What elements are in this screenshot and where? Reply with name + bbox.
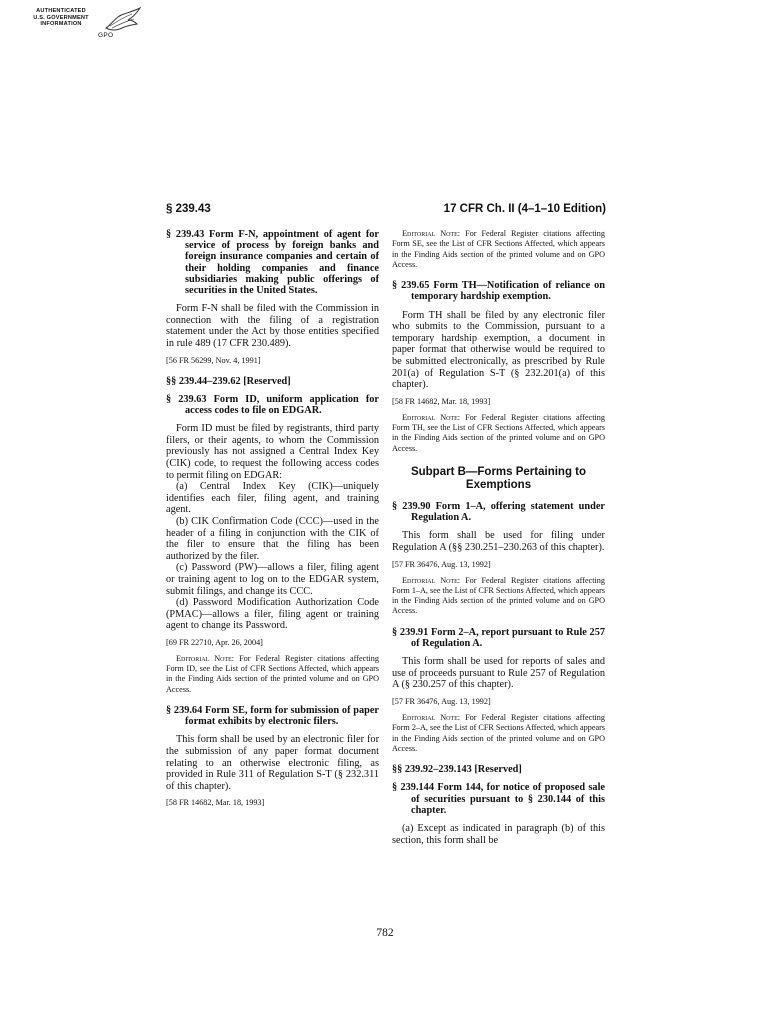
paragraph-c: (c) Password (PW)—allows a filer, filing agent or training agent to log on to the EDGAR system, submit filings, and change its CCC. — [166, 562, 379, 597]
paragraph-a: (a) Central Index Key (CIK)—uniquely identifies each filer, filing agent, and training agent. — [166, 481, 379, 516]
paragraph-d: (d) Password Modification Authorization Code (PMAC)—allows a filer, filing agent or training agent to change its Password. — [166, 597, 379, 632]
section-heading: § 239.144 Form 144, for notice of proposed sale of securities pursuant to § 230.144 of this chapter. — [392, 782, 605, 816]
citation: [56 FR 56299, Nov. 4, 1991] — [166, 355, 261, 365]
section-heading: § 239.63 Form ID, uniform application for access codes to file on EDGAR. — [166, 393, 379, 416]
section-heading: § 239.64 Form SE, form for submission of paper format exhibits by electronic filers. — [166, 705, 379, 728]
logo-text — [28, 8, 94, 28]
section-body: Form F-N shall be filed with the Commission in connection with the filing of a registration statement under the Act by those entities specified in rule 489 (17 CFR 230.489). — [166, 303, 379, 349]
citation: [58 FR 14682, Mar. 18, 1993] — [392, 396, 491, 406]
subpart-heading: Subpart B—Forms Pertaining to Exemptions — [410, 465, 587, 492]
citation: [58 FR 14682, Mar. 18, 1993] — [166, 798, 265, 808]
logo-gpo: GPO — [98, 32, 114, 39]
section-body: (a) Except as indicated in paragraph (b) of this section, this form shall be — [392, 822, 605, 846]
note-label: Editorial Note: — [402, 575, 461, 585]
note-text: For Federal Register citations affecting Form ID, see the List of CFR Sections Affected, which appears in the Finding Aids section of the printed volume and on GPO Access. — [166, 653, 379, 694]
section-heading: § 239.91 Form 2–A, report pursuant to Rule 257 of Regulation A. — [392, 626, 605, 649]
note-label: Editorial Note: — [402, 412, 461, 422]
editorial-note — [392, 413, 605, 454]
note-label: Editorial Note: — [176, 653, 235, 663]
right-column — [392, 229, 605, 846]
editorial-note — [392, 713, 605, 754]
section-body: Form TH shall be filed by any electronic filer who submits to the Commission, pursuant to a temporary hardship exemption, a document in paper format that otherwise would be required to be submitted electronically, as prescribed by Rule 201(a) of Regulation S-T (§ 232.201(a) of this chapter). — [392, 309, 605, 391]
logo-line-1: AUTHENTICATED — [36, 8, 86, 14]
section-heading: §§ 239.44–239.62 [Reserved] — [166, 375, 291, 387]
note-text: For Federal Register citations affecting Form TH, see the List of CFR Sections Affected, which appears in the Finding Aids section of the printed volume and on GPO Access. — [392, 412, 605, 453]
section-body: This form shall be used for reports of sales and use of proceeds pursuant to Rule 257 of Regulation A (§ 230.257 of this chapter). — [392, 656, 605, 691]
logo-line-2: U.S. GOVERNMENT — [33, 14, 89, 21]
section-heading: § 239.90 Form 1–A, offering statement under Regulation A. — [392, 500, 605, 524]
section-heading: § 239.65 Form TH—Notification of reliance on temporary hardship exemption. — [392, 280, 605, 303]
citation: [69 FR 22710, Apr. 26, 2004] — [166, 637, 263, 647]
section-body: Form ID must be filed by registrants, third party filers, or their agents, to whom the Commission previously has not assigned a Central Index Key (CIK) code, to request the following access codes to permit filing on EDGAR: — [166, 423, 379, 481]
left-column — [166, 229, 379, 814]
paragraph-b: (b) CIK Confirmation Code (CCC)—used in the header of a filing in conjunction with the CIK of the filer to ensure that the filing has been authorized by the filer. — [166, 515, 379, 562]
running-header — [166, 203, 606, 219]
citation: [57 FR 36476, Aug. 13, 1992] — [392, 696, 491, 706]
note-text: For Federal Register citations affecting Form 1–A, see the List of CFR Sections Affected, which appears in the Finding Aids section of the printed volume and on GPO Access. — [392, 575, 605, 616]
editorial-note — [166, 654, 379, 695]
section-body: This form shall be used for filing under Regulation A (§§ 230.251–230.263 of this chapter). — [392, 530, 605, 553]
editorial-note — [392, 576, 605, 617]
page-number: 782 — [376, 927, 394, 939]
note-label: Editorial Note: — [402, 712, 461, 722]
citation: [57 FR 36476, Aug. 13, 1992] — [392, 559, 491, 569]
header-section: § 239.43 — [166, 203, 211, 215]
editorial-note — [392, 229, 605, 270]
section-body: This form shall be used by an electronic filer for the submission of any paper format document relating to an otherwise electronic filing, as provided in Rule 311 of Regulation S-T (§ 232.311 of this chapter). — [166, 734, 379, 792]
section-heading: §§ 239.92–239.143 [Reserved] — [392, 764, 522, 776]
gpo-authentication-logo — [28, 6, 148, 48]
note-label: Editorial Note: — [402, 229, 461, 238]
section-heading: § 239.43 Form F-N, appointment of agent for service of process by foreign banks and foreign insurance companies and certain of their holding companies and finance subsidiaries making public offerings of securities in the United States. — [166, 229, 379, 297]
header-edition: 17 CFR Ch. II (4–1–10 Edition) — [443, 203, 606, 215]
note-text: For Federal Register citations affecting Form SE, see the List of CFR Sections Affected, which appears in the Finding Aids section of the printed volume and on GPO Access. — [392, 229, 605, 269]
note-text: For Federal Register citations affecting Form 2–A, see the List of CFR Sections Affected, which appears in the Finding Aids section of the printed volume and on GPO Access. — [392, 712, 605, 753]
logo-line-3: INFORMATION — [40, 21, 82, 28]
